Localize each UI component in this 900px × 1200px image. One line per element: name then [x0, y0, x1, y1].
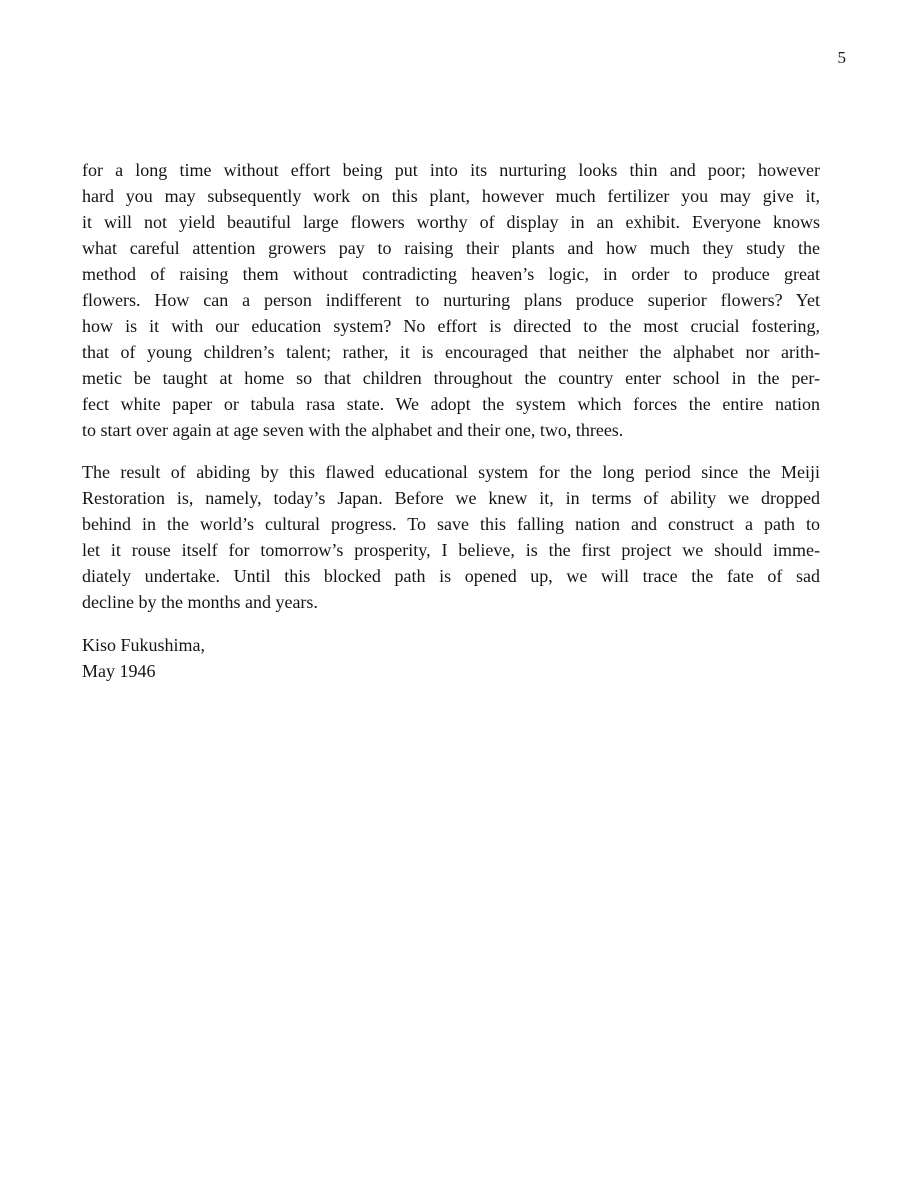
text-line: method of raising them without contradicting heaven’s logic, in order to produce great — [82, 264, 820, 284]
author-name: Kiso Fukushima, — [82, 635, 206, 655]
text-line: metic be taught at home so that children throughout the country enter school in the per- — [82, 368, 820, 388]
text-line: for a long time without effort being put into its nurturing looks thin and poor; however — [82, 160, 820, 180]
text-line: decline by the months and years. — [82, 592, 318, 612]
document-body — [82, 157, 820, 684]
paragraph-2 — [82, 459, 820, 615]
text-line: diately undertake. Until this blocked path is opened up, we will trace the fate of sad — [82, 566, 820, 586]
text-line: that of young children’s talent; rather, it is encouraged that neither the alphabet nor arith- — [82, 342, 820, 362]
text-line: let it rouse itself for tomorrow’s prosperity, I believe, is the first project we should imme- — [82, 540, 820, 560]
text-line: flowers. How can a person indifferent to nurturing plans produce superior flowers? Yet — [82, 290, 820, 310]
text-line: it will not yield beautiful large flowers worthy of display in an exhibit. Everyone knows — [82, 212, 820, 232]
text-line: Restoration is, namely, today’s Japan. Before we knew it, in terms of ability we dropped — [82, 488, 820, 508]
signature-date: May 1946 — [82, 661, 156, 681]
text-line: The result of abiding by this flawed educational system for the long period since the Meiji — [82, 462, 820, 482]
text-line: what careful attention growers pay to raising their plants and how much they study the — [82, 238, 820, 258]
signature-block — [82, 632, 820, 684]
text-line: fect white paper or tabula rasa state. We adopt the system which forces the entire nation — [82, 394, 820, 414]
page-number: 5 — [837, 48, 846, 67]
text-line: how is it with our education system? No effort is directed to the most crucial fostering, — [82, 316, 820, 336]
text-line: to start over again at age seven with the alphabet and their one, two, threes. — [82, 420, 624, 440]
text-line: behind in the world’s cultural progress. To save this falling nation and construct a path to — [82, 514, 820, 534]
paragraph-1 — [82, 157, 820, 443]
text-line: hard you may subsequently work on this plant, however much fertilizer you may give it, — [82, 186, 820, 206]
